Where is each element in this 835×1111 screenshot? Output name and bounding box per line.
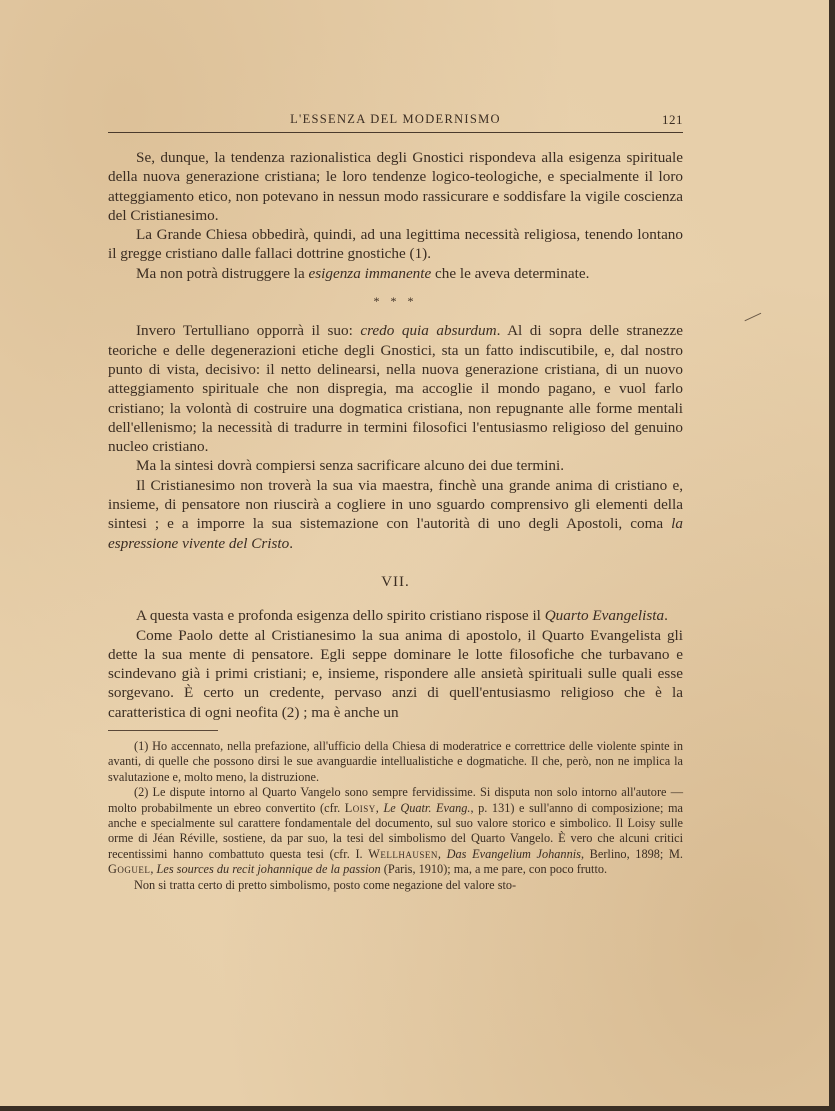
paragraph: Ma la sintesi dovrà compiersi senza sacrificare alcuno dei due termini.: [136, 457, 565, 475]
pencil-mark: [745, 313, 766, 331]
footnote-rule: [108, 730, 218, 731]
paragraph: La Grande Chiesa obbedirà, quindi, ad una legittima necessità religiosa, tenendo lontano il gregge cristiano dalle fallaci dottrine gnostiche (1).: [108, 226, 683, 263]
emphasis: credo quia absurdum: [360, 322, 497, 340]
book-title: , Das Evangelium Johannis: [437, 846, 581, 861]
main-text: [108, 148, 683, 722]
text-run: .: [289, 534, 294, 552]
author-name: Wellhausen: [368, 846, 438, 861]
paragraph: [108, 264, 683, 283]
footnotes: [108, 739, 683, 893]
author-name: Loisy: [344, 800, 376, 815]
footnote: (1) Ho accennato, nella prefazione, all'ufficio della Chiesa di moderatrice e correttrice delle violente spinte in avanti, di quelle che possono dirsi le sue avanguardie intellualistiche e dogmatiche. Il che, però, non ne implica la svalutazione e, molto meno, la distruzione.: [108, 739, 683, 784]
running-title: L'ESSENZA DEL MODERNISMO: [290, 112, 501, 126]
footnote: Non si tratta certo di pretto simbolismo, posto come negazione del valore sto-: [134, 877, 517, 892]
text-run: che le aveva determinate.: [431, 264, 590, 282]
paragraph: Come Paolo dette al Cristianesimo la sua anima di apostolo, il Quarto Evangelista gli dette la sua mente di pensatore. Egli seppe dominare le lotte filosofiche che turbavano e scindevano già i primi cristiani; e, insieme, rispondere alle ansietà spirituali sulle quali esse sorgevano. È certo un credente, pervaso anzi di quell'entusiasmo religioso che è la caratteristica di ogni neofita (2) ; ma è anche un: [108, 626, 683, 721]
emphasis: esigenza immanente: [308, 264, 432, 282]
paragraph: [108, 476, 683, 553]
text-run: A questa vasta e profonda esigenza dello spirito cristiano rispose il: [136, 607, 545, 625]
text-run: , Berlino, 1898; M.: [580, 846, 683, 861]
section-separator: * * *: [373, 294, 418, 309]
page-number: 121: [662, 112, 683, 127]
text-run: (Paris, 1910); ma, a me pare, con poco frutto.: [380, 862, 608, 877]
emphasis: Quarto Evangelista: [544, 607, 665, 625]
book-title: , Les sources du recit johannique de la passion: [150, 862, 381, 877]
text-run: .: [664, 607, 668, 625]
text-run: . Al di sopra delle stranezze teoriche e delle degenerazioni etiche degli Gnostici, sta un fatto indiscutibile, e, dal nostro punto di vista, decisivo: il netto delinearsi, nella nuova generazione cristiana, di un nuovo atteggiamento spirituale che non dispregia, ma accoglie il mondo pagano, e vuol farlo cristiano; la volontà di costruire una dogmatica cristiana, non repugnante alle forme mentali dell'ellenismo; la necessità di tradurre in termini filosofici l'entusiasmo religioso del genuino nucleo cristiano.: [108, 322, 684, 456]
text-run: (2) Le dispute intorno al Quarto Vangelo sono sempre fervidissime. Si disputa non solo intorno all'autore — molto probabilmente un ebreo convertito (cfr.: [108, 785, 683, 815]
footnote: [108, 785, 683, 877]
paragraph: [108, 606, 683, 625]
section-heading: VII.: [381, 573, 410, 590]
book-title: , Le Quatr. Evang.: [375, 800, 471, 815]
text-run: Invero Tertulliano opporrà il suo:: [136, 322, 361, 340]
text-run: , p. 131) e sull'anno di composizione; ma anche e specialmente sul carattere fondamentale del documento, sul suo valore storico e simbolico. Il Loisy sulle orme di Jéan Réville, sostiene, da par suo, la tesi del simbolismo del Quarto Vangelo. È vero che alcuni critici recentissimi hanno combattuto questa tesi (cfr. I.: [108, 800, 683, 861]
emphasis: la espressione vivente del Cristo: [108, 515, 683, 552]
paragraph: Se, dunque, la tendenza razionalistica degli Gnostici rispondeva alla esigenza spirituale della nuova generazione cristiana; le loro tendenze logico-teologiche, e specialmente il loro atteggiamento etico, non potevano in nessun modo rassicurare e soddisfare la vigile coscienza del Cristianesimo.: [108, 149, 683, 224]
text-run: Il Cristianesimo non troverà la sua via maestra, finchè una grande anima di cristiano e, insieme, di pensatore non riuscirà a cogliere in uno sguardo comprensivo gli elementi della sintesi ; e a imporre la sua sistemazione con l'autorità di uno degli Apostoli, coma: [108, 476, 683, 533]
author-name: Goguel: [108, 862, 151, 877]
paragraph: [108, 321, 683, 456]
page-header: [108, 112, 683, 133]
text-run: Ma non potrà distruggere la: [136, 264, 309, 282]
